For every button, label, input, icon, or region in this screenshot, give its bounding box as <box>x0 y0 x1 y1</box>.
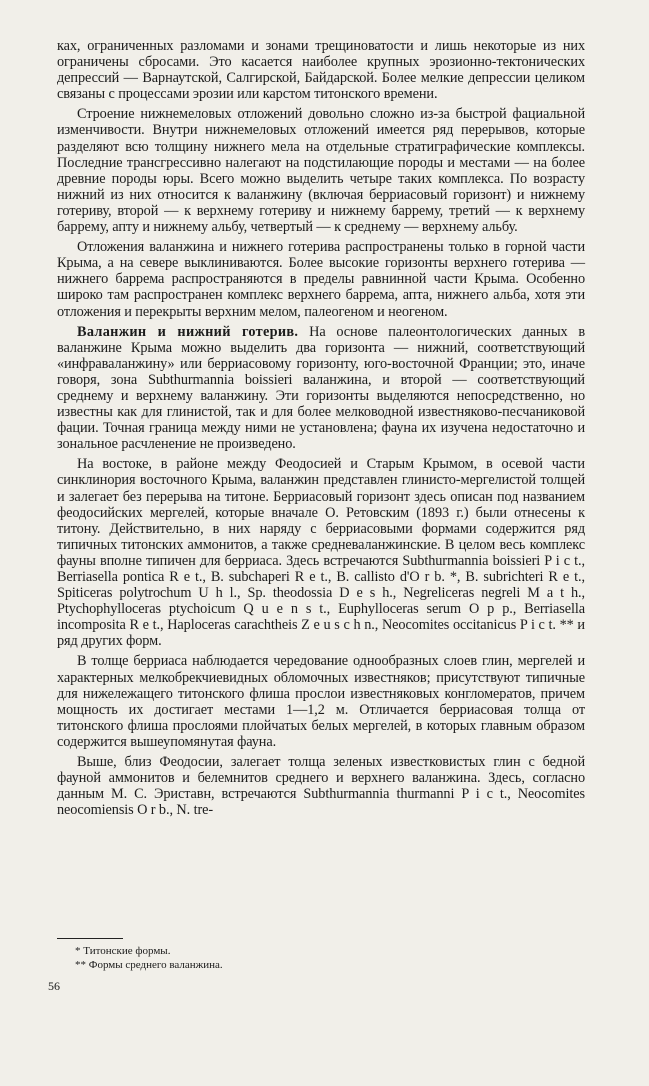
paragraph-7: Выше, близ Феодосии, залегает толща зеленых известковистых глин с бедной фауной аммонитов и белемнитов среднего и верхнего валанжина. Здесь, согласно данным М. С. Эриставн, встречаются Subthurmannia thurmanni P i c t., Neocomites neocomiensis O r b., N. tre- <box>57 754 585 819</box>
footnote-2: ** Формы среднего валанжина. <box>75 959 223 971</box>
page-body <box>57 38 585 818</box>
footnote-1: * Титонские формы. <box>75 945 171 957</box>
footnote-divider <box>57 938 123 939</box>
paragraph-6: В толще берриаса наблюдается чередование однообразных слоев глин, мергелей и характерных мелкобрекчиевидных обломочных известняков; присутствуют типичные для нижележащего титонского флиша прослои известняковых конгломератов, причем мощность их достигает местами 1—1,2 м. Отличается берриасовая толща от титонского флиша прослоями плойчатых белых мергелей, в которых главным образом содержится вышеупомянутая фауна. <box>57 653 585 750</box>
paragraph-5: На востоке, в районе между Феодосией и Старым Крымом, в осевой части синклинория восточного Крыма, валанжин представлен глинисто-мергелистой толщей и залегает без перерыва на титоне. Берриасовый горизонт здесь описан под названием феодосийских мергелей, которые вначале О. Ретовским (1893 г.) были отнесены к титону. Действительно, в них наряду с берриасовыми формами содержится ряд типичных титонских аммонитов, а также средневаланжинские. В целом весь комплекс фауны вполне типичен для берриаса. Здесь встречаются Subthurmannia boissieri P i c t., Berriasella pontica R e t., B. subchaperi R e t., B. callisto d'O r b. *, B. subrichteri R e t., Spiticeras polytrochum U h l., Sp. theodossia D e s h., Negreliceras negreli M a t h., Ptychophylloceras ptychoicum Q u e n s t., Euphylloceras serum O p p., Berriasella incomposita R e t., Haploceras carachtheis Z e u s c h n., Neocomites occitanicus P i c t. ** и ряд других форм. <box>57 456 585 650</box>
paragraph-1: ках, ограниченных разломами и зонами трещиноватости и лишь некоторые из них ограничены сбросами. Это касается наиболее крупных эрозионно-тектонических депрессий — Варнаутской, Салгирской, Байдарской. Более мелкие депрессии целиком связаны с процессами эрозии или карстом титонского времени. <box>57 38 585 103</box>
paragraph-2: Строение нижнемеловых отложений довольно сложно из-за быстрой фациальной изменчивости. Внутри нижнемеловых отложений имеется ряд перерывов, которые разделяют всю толщину нижнего мела на отдельные стратиграфические комплексы. Последние трансгрессивно налегают на подстилающие породы и местами — на более древние породы юры. Всего можно выделить четыре таких комплекса. По возрасту нижний из них относится к валанжину (включая берриасовый горизонт) и нижнему готериву, второй — к верхнему готериву и нижнему баррему, третий — к верхнему баррему, апту и нижнему альбу, четвертый — к среднему — верхнему альбу. <box>57 106 585 236</box>
section-heading: Валанжин и нижний готерив. <box>77 323 299 340</box>
page-number: 56 <box>48 979 60 993</box>
footnotes <box>75 944 475 972</box>
section-intro: На основе палеонтологических данных в валанжине Крыма можно выделить два горизонта — нижний, соответствующий «инфравалaнжину» или берриасовому горизонту, юго-восточной Франции; это, иначе говоря, зона Subthurmannia boissieri валанжина, и второй — соответствующий среднему и верхнему валанжину. Эти горизонты выделяются непосредственно, но известны как для глинистой, так и для более мелководной известняково-песчаниковой фации. Точная граница между ними не установлена; фауна их изучена недостаточно и зональное расчленение не произведено. <box>57 323 585 453</box>
section-paragraph <box>57 324 585 453</box>
paragraph-3: Отложения валанжина и нижнего готерива распространены только в горной части Крыма, а на севере выклиниваются. Более высокие горизонты верхнего готерива — нижнего баррема распространяются в пределы равнинной части Крыма. Особенно широко там распространен комплекс верхнего баррема, апта, нижнего альба, хотя эти отложения и перекрыты верхним мелом, палеогеном и неогеном. <box>57 239 585 320</box>
